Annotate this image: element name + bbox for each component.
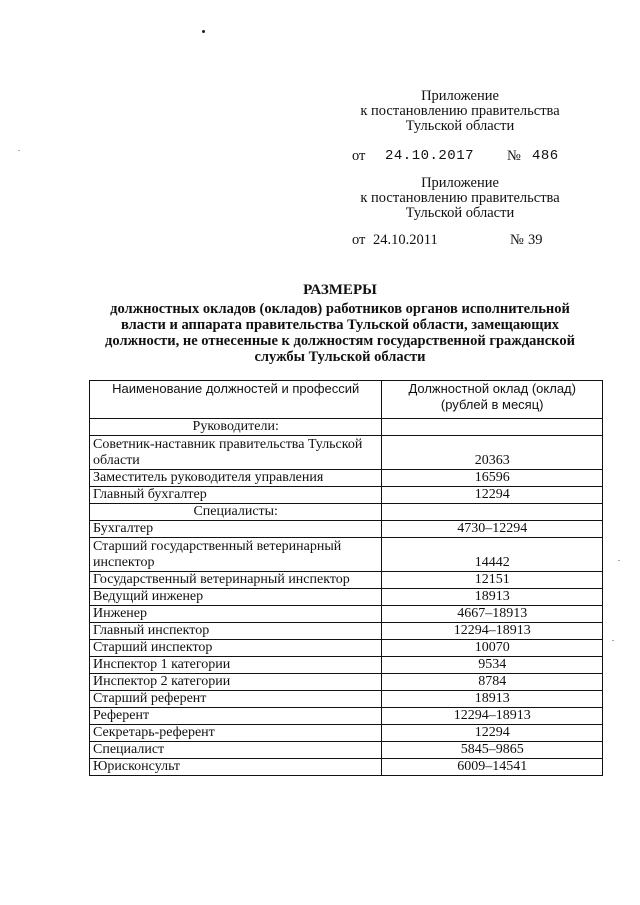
table-row: [90, 538, 603, 572]
table-row: [90, 487, 603, 504]
document-subtitle-line: должностных окладов (окладов) работников органов исполнительной: [110, 301, 570, 317]
salary-value: 4667–18913: [382, 606, 603, 623]
table-row: [90, 470, 603, 487]
salary-value: 6009–14541: [382, 759, 603, 776]
group-label: Руководители:: [90, 419, 382, 436]
table-row: [90, 742, 603, 759]
position-name: Инспектор 2 категории: [90, 674, 382, 691]
group-label: Специалисты:: [90, 504, 382, 521]
appendix-title: Приложение: [421, 175, 499, 191]
table-group-row: [90, 419, 603, 436]
position-name: Специалист: [90, 742, 382, 759]
group-empty-cell: [382, 504, 603, 521]
salary-table: [89, 380, 603, 776]
position-name: Референт: [90, 708, 382, 725]
document-subtitle-line: власти и аппарата правительства Тульской области, замещающих: [120, 317, 560, 333]
header-position: Наименование должностей и профессий: [90, 381, 382, 419]
scan-speck: [18, 150, 20, 151]
appendix-original-number-prefix: №: [510, 232, 524, 248]
position-name: Ведущий инженер: [90, 589, 382, 606]
appendix-line: Тульской области: [405, 205, 515, 221]
document-heading: [80, 282, 600, 365]
table-row: [90, 691, 603, 708]
document-subtitle-line: должности, не отнесенные к должностям государственной гражданской: [105, 333, 575, 349]
position-name: Советник-наставник правительства Тульской области: [90, 436, 382, 470]
salary-value: 12294–18913: [382, 623, 603, 640]
appendix-current: [330, 89, 590, 134]
appendix-line: к постановлению правительства: [360, 103, 560, 119]
header-salary: [382, 381, 603, 419]
table-row: [90, 572, 603, 589]
salary-value: 16596: [382, 470, 603, 487]
salary-value: 20363: [382, 436, 603, 470]
salary-value: 4730–12294: [382, 521, 603, 538]
appendix-original-date: 24.10.2011: [373, 232, 438, 248]
table-header-row: [90, 381, 603, 419]
appendix-line: к постановлению правительства: [360, 190, 560, 206]
position-name: Главный бухгалтер: [90, 487, 382, 504]
scan-speck: [612, 640, 614, 641]
appendix-current-date-prefix: от: [352, 148, 366, 164]
position-name: Главный инспектор: [90, 623, 382, 640]
appendix-title: Приложение: [421, 88, 499, 104]
table-row: [90, 674, 603, 691]
salary-value: 14442: [382, 538, 603, 572]
header-salary-line: (рублей в месяц): [440, 397, 544, 412]
position-name: Старший инспектор: [90, 640, 382, 657]
appendix-original-date-prefix: от: [352, 232, 366, 248]
position-name: Заместитель руководителя управления: [90, 470, 382, 487]
table-row: [90, 589, 603, 606]
position-name: Юрисконсульт: [90, 759, 382, 776]
appendix-current-date: 24.10.2017: [385, 148, 475, 164]
position-name: Старший референт: [90, 691, 382, 708]
table-row: [90, 640, 603, 657]
table-row: [90, 436, 603, 470]
position-name: Бухгалтер: [90, 521, 382, 538]
appendix-line: Тульской области: [405, 118, 515, 134]
appendix-original: [330, 176, 590, 221]
table-row: [90, 657, 603, 674]
salary-value: 12151: [382, 572, 603, 589]
document-title: РАЗМЕРЫ: [303, 282, 377, 298]
salary-value: 12294–18913: [382, 708, 603, 725]
table-row: [90, 708, 603, 725]
salary-value: 12294: [382, 725, 603, 742]
scan-dot: [202, 30, 205, 33]
document-subtitle-line: службы Тульской области: [254, 349, 426, 365]
position-name: Государственный ветеринарный инспектор: [90, 572, 382, 589]
salary-value: 10070: [382, 640, 603, 657]
salary-value: 8784: [382, 674, 603, 691]
salary-value: 18913: [382, 589, 603, 606]
table-row: [90, 623, 603, 640]
salary-value: 5845–9865: [382, 742, 603, 759]
table-row: [90, 759, 603, 776]
position-name: Инспектор 1 категории: [90, 657, 382, 674]
salary-value: 9534: [382, 657, 603, 674]
table-row: [90, 725, 603, 742]
appendix-original-number: 39: [528, 232, 543, 248]
salary-value: 12294: [382, 487, 603, 504]
position-name: Инженер: [90, 606, 382, 623]
scan-speck: [618, 560, 620, 561]
table-group-row: [90, 504, 603, 521]
position-name: Секретарь-референт: [90, 725, 382, 742]
table-row: [90, 521, 603, 538]
salary-value: 18913: [382, 691, 603, 708]
appendix-current-number-prefix: №: [507, 148, 521, 164]
header-salary-line: Должностной оклад (оклад): [408, 381, 576, 396]
group-empty-cell: [382, 419, 603, 436]
table-row: [90, 606, 603, 623]
position-name: Старший государственный ветеринарный инспектор: [90, 538, 382, 572]
appendix-current-number: 486: [532, 148, 559, 164]
